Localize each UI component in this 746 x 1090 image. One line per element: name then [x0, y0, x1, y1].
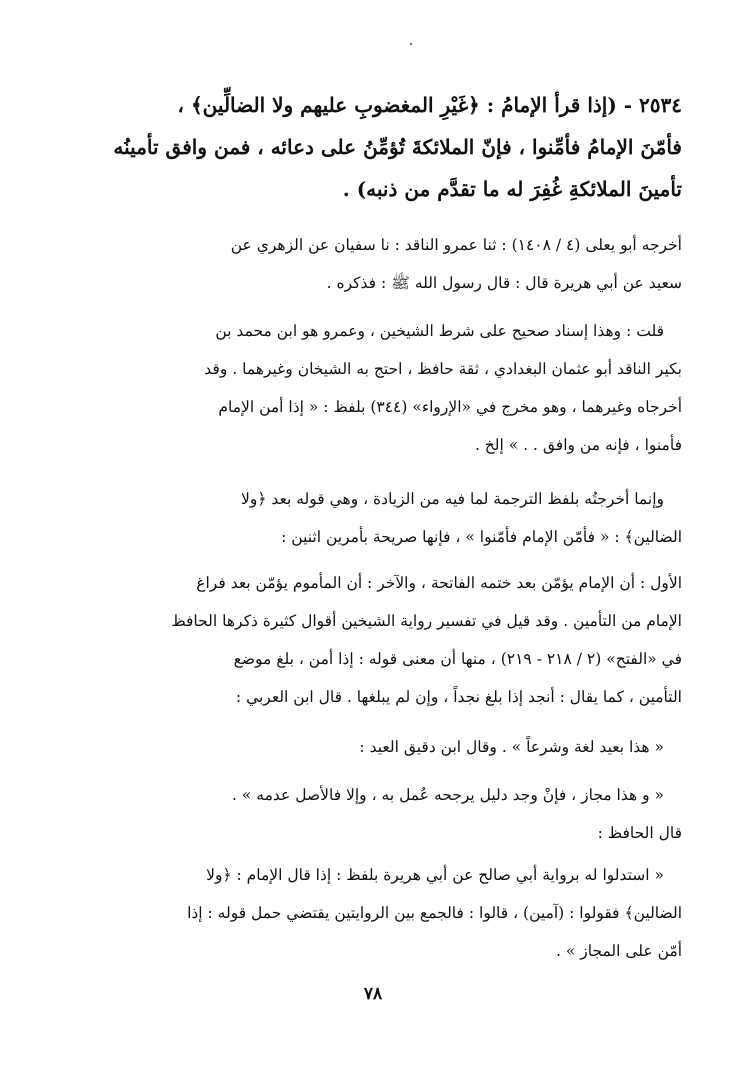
paragraph-line: الإمام من التأمين . وقد قيل في تفسير رواية الشيخين أقوال كثيرة ذكرها الحافظ: [171, 612, 682, 630]
paragraph-line: الضالين﴾ : « فأمّن الإمام فأمّنوا » ، فإنها صريحة بأمرين اثنين :: [281, 528, 682, 546]
quote-ibn-daqiq: [62, 776, 682, 852]
quote-hafiz: [62, 856, 682, 970]
paragraph-line: أمّن على المجاز » .: [555, 942, 682, 960]
paragraph-line: « و هذا مجاز ، فإنْ وجد دليل يرجحه عُمل به ، وإلا فالأصل عدمه » .: [232, 786, 664, 804]
page-number: ٧٨: [363, 984, 383, 1004]
paragraph-line: فأمنوا ، فإنه من وافق . . » إلخ .: [474, 436, 682, 454]
paragraph-line: « استدلوا له برواية أبي صالح عن أبي هريرة بلفظ : إذا قال الإمام : ﴿ولا: [206, 866, 664, 884]
takhrij-paragraph: [62, 226, 682, 302]
paragraph-line: سعيد عن أبي هريرة قال : قال رسول الله ﷺ : فذكره .: [326, 274, 682, 292]
awwal-paragraph: [62, 564, 682, 716]
scan-speck: [410, 43, 412, 45]
paragraph-line: التأمين ، كما يقال : أنجد إذا بلغ نجداً ، وإن لم يبلغها . قال ابن العربي :: [235, 688, 682, 706]
quote-ibn-arabi: [62, 728, 682, 766]
qultu-paragraph: [62, 312, 682, 464]
hadith-text: [62, 84, 682, 210]
hadith-line: فأمّنَ الإمامُ فأمِّنوا ، فإنّ الملائكةَ تُؤمِّنُ على دعائه ، فمن وافق تأمينُه: [113, 135, 682, 159]
hadith-line: ٢٥٣٤ - (إذا قرأ الإمامُ : ﴿غَيْرِ المغضوبِ عليهم ولا الضالِّين﴾ ،: [177, 93, 682, 117]
paragraph-line: أخرجاه وغيرهما ، وهو مخرج في «الإرواء» (٣٤٤) بلفظ : « إذا أمن الإمام: [218, 398, 682, 416]
paragraph-line: في «الفتح» (٢ / ٢١٨ - ٢١٩) ، منها أن معنى قوله : إذا أمن ، بلغ موضع: [233, 650, 682, 668]
paragraph-line: بكير الناقد أبو عثمان البغدادي ، ثقة حافظ ، احتج به الشيخان وغيرهما . وقد: [204, 360, 682, 378]
paragraph-line: وإنما أخرجتُه بلفظ الترجمة لما فيه من الزيادة ، وهي قوله بعد ﴿ولا: [241, 490, 664, 508]
paragraph-line: « هذا بعيد لغة وشرعاً » . وقال ابن دقيق العيد :: [359, 738, 664, 756]
paragraph-line: الضالين﴾ فقولوا : (آمين) ، قالوا : فالجمع بين الروايتين يقتضي حمل قوله : إذا: [187, 904, 682, 922]
innama-paragraph: [62, 480, 682, 556]
hadith-line: تأمينَ الملائكةِ غُفِرَ له ما تقدَّم من ذنبه) .: [342, 177, 682, 201]
paragraph-line: أخرجه أبو يعلى (٤ / ١٤٠٨) : ثنا عمرو الناقد : نا سفيان عن الزهري عن: [230, 236, 682, 254]
paragraph-line: قال الحافظ :: [597, 824, 682, 842]
paragraph-line: الأول : أن الإمام يؤمّن بعد ختمه الفاتحة ، والآخر : أن المأموم يؤمّن بعد فراغ: [196, 574, 682, 592]
paragraph-line: قلت : وهذا إسناد صحيح على شرط الشيخين ، وعمرو هو ابن محمد بن: [215, 322, 664, 340]
